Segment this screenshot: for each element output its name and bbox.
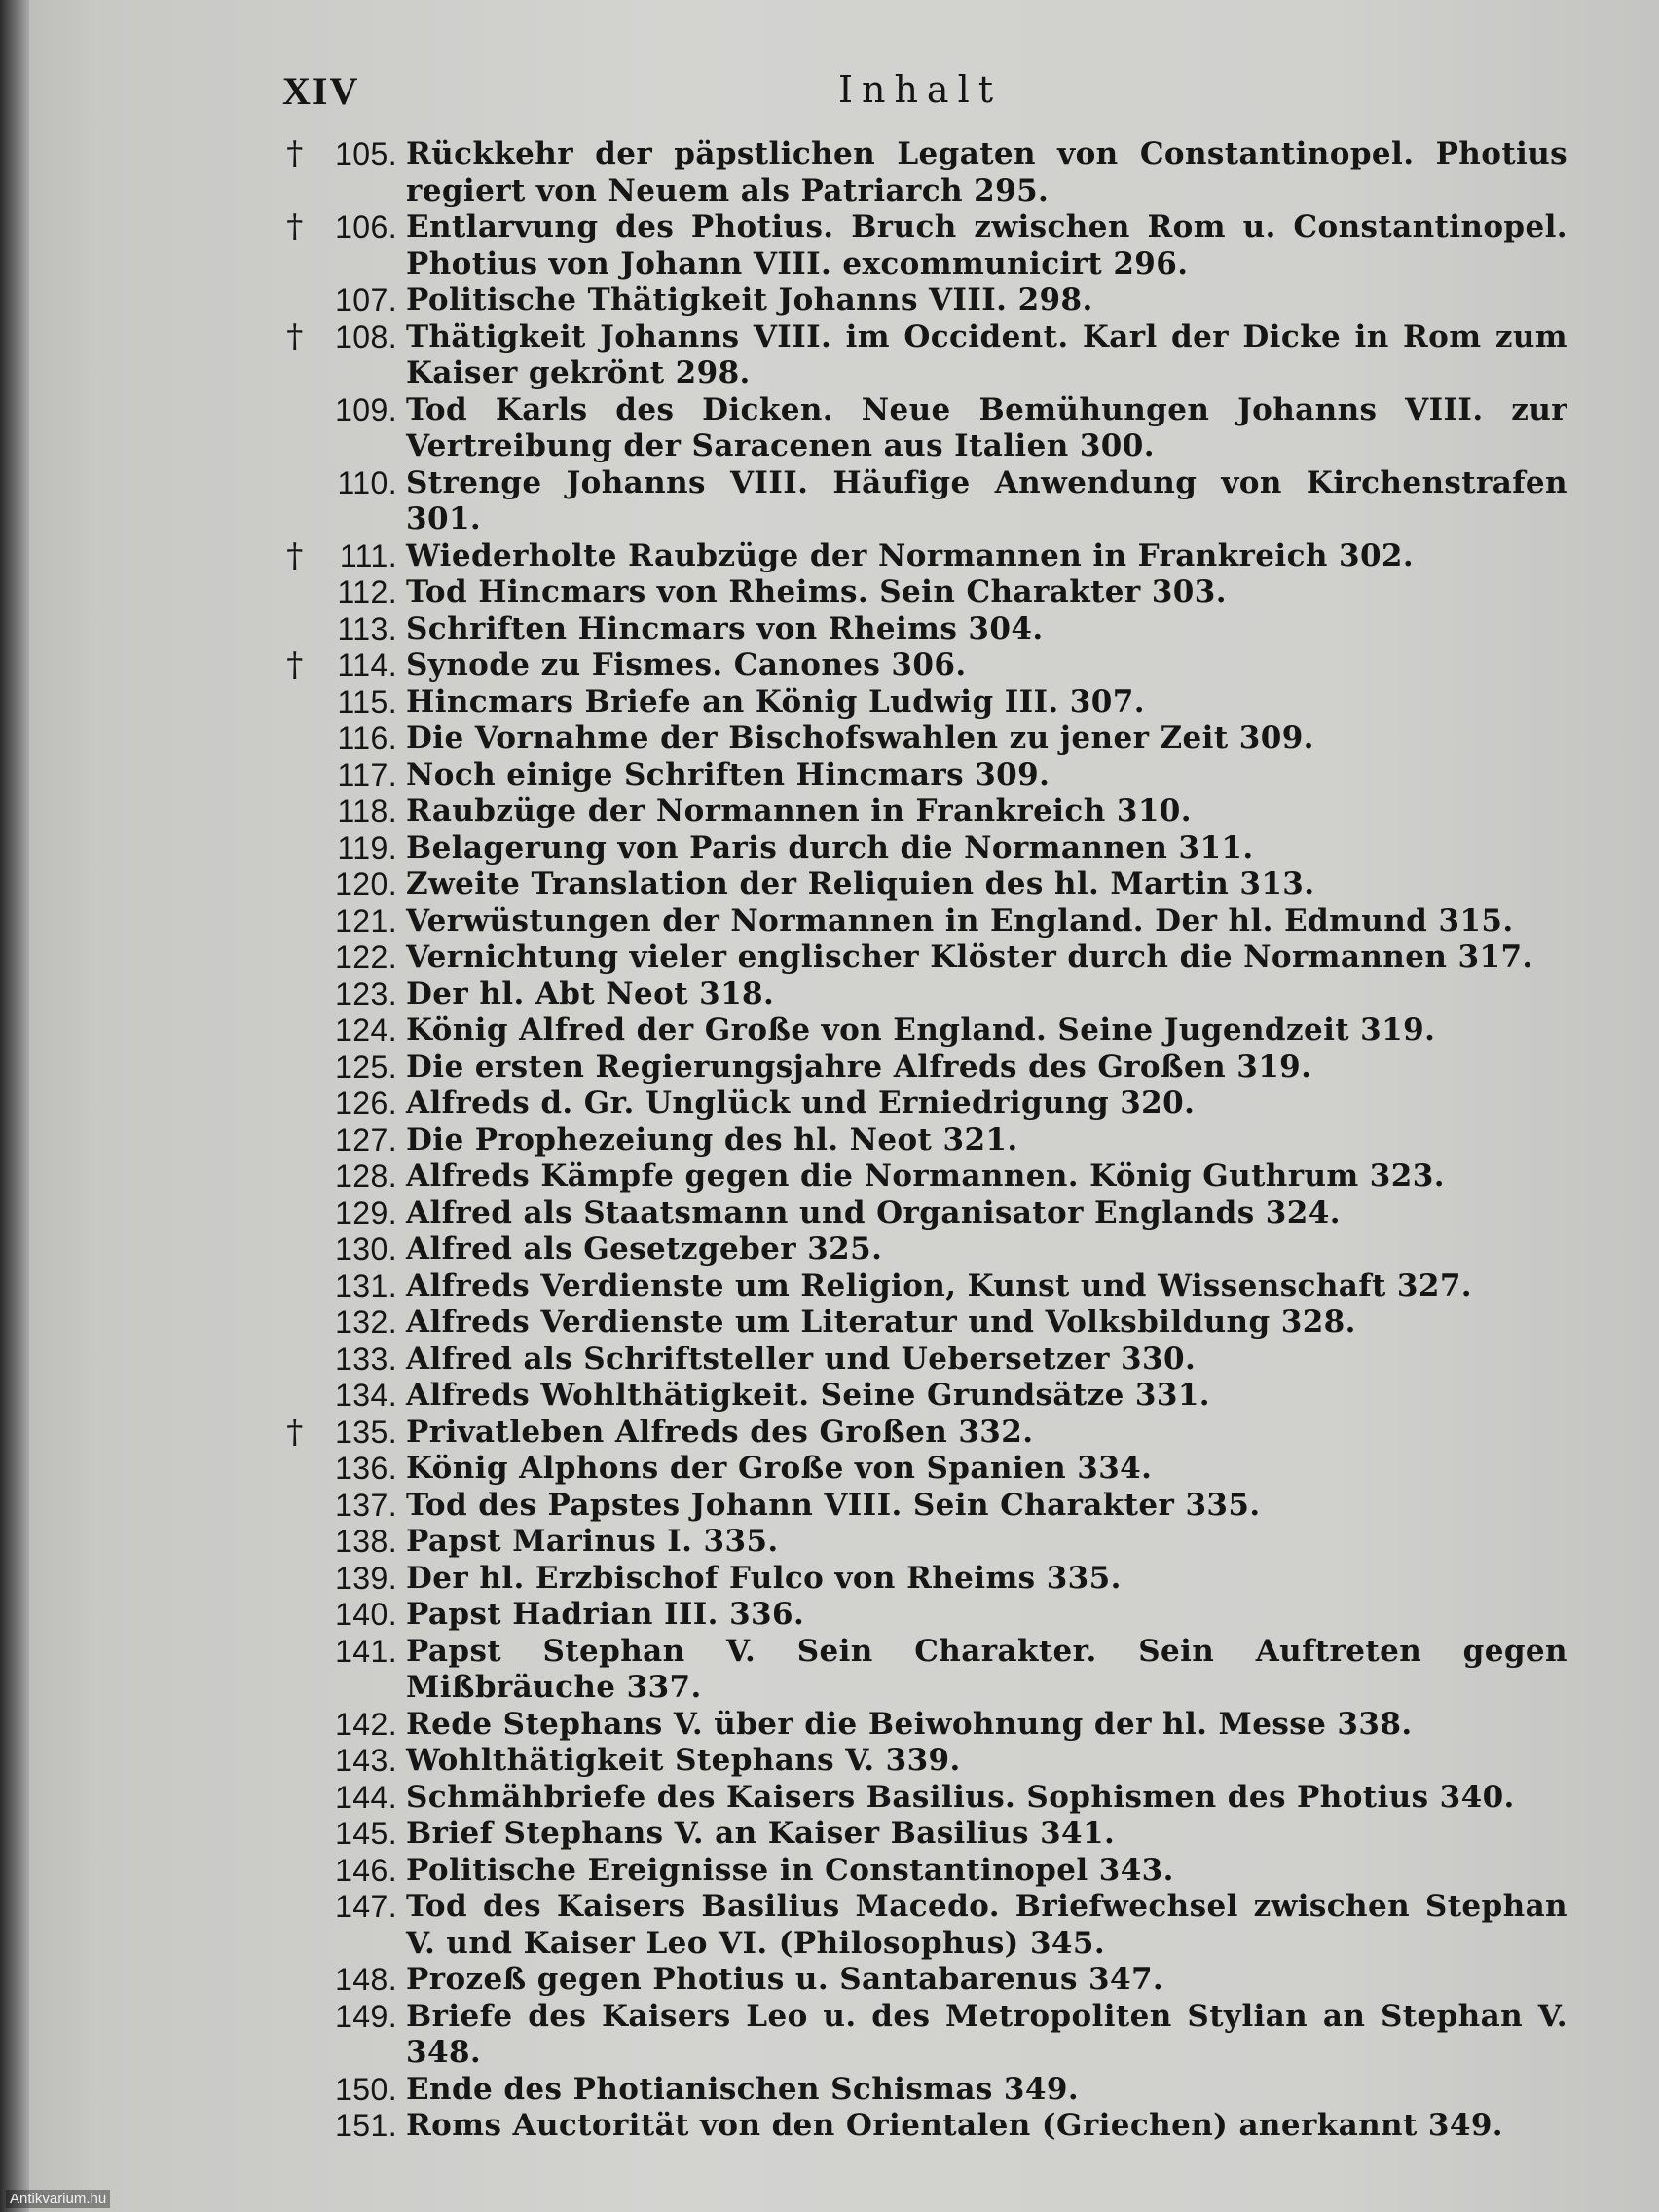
toc-entry-number: 122. — [335, 940, 397, 975]
toc-entry-text: Die Vornahme der Bischofswahlen zu jener Zeit 309. — [406, 720, 1314, 756]
toc-entry-text: König Alphons der Große von Spanien 334. — [406, 1451, 1153, 1486]
dagger-mark: † — [286, 134, 304, 173]
toc-entry — [273, 465, 1567, 538]
toc-entry-text: Papst Marinus I. 335. — [406, 1524, 779, 1559]
toc-entry-text: Tod des Papstes Johann VIII. Sein Charakter 335. — [406, 1487, 1261, 1523]
toc-entry-text: Alfreds Kämpfe gegen die Normannen. König Guthrum 323. — [406, 1159, 1445, 1194]
toc-entry-text: Politische Ereignisse in Constantinopel 343. — [406, 1852, 1174, 1888]
toc-entry — [273, 1050, 1567, 1087]
toc-entry-text: Strenge Johanns VIII. Häufige Anwendung von Kirchenstrafen 301. — [406, 464, 1567, 536]
toc-entry-text: Roms Auctorität von den Orientalen (Griechen) anerkannt 349. — [406, 2108, 1503, 2143]
toc-entry — [273, 1305, 1567, 1342]
toc-entry — [273, 684, 1567, 721]
toc-entry-number: 149. — [335, 1998, 397, 2034]
toc-entry-text: Alfred als Gesetzgeber 325. — [406, 1232, 883, 1267]
toc-entry-number: 118. — [337, 793, 397, 829]
running-title: Inhalt — [837, 68, 1003, 111]
toc-entry-number: 119. — [337, 830, 397, 866]
toc-entry-number: 107. — [335, 282, 397, 317]
toc-entry-number: 109. — [335, 391, 397, 427]
toc-entry-number: 125. — [335, 1049, 397, 1085]
dagger-mark: † — [286, 535, 304, 575]
toc-entry-number: 114. — [337, 647, 397, 682]
toc-entry-number: 150. — [335, 2071, 397, 2107]
toc-entry-text: Alfreds Verdienste um Literatur und Volksbildung 328. — [406, 1305, 1356, 1340]
toc-entry-text: Der hl. Abt Neot 318. — [406, 976, 775, 1012]
toc-entry — [273, 866, 1567, 903]
toc-entry-number: 129. — [335, 1195, 397, 1231]
toc-entry-number: 131. — [335, 1268, 397, 1304]
toc-entry — [273, 1488, 1567, 1525]
toc-entry-number: 143. — [335, 1743, 397, 1778]
toc-entry — [273, 2108, 1567, 2145]
toc-entry — [273, 209, 1567, 282]
toc-entry — [273, 282, 1567, 319]
toc-entry-number: 108. — [335, 318, 397, 354]
toc-entry-number: 106. — [335, 209, 397, 244]
toc-entry-text: Entlarvung des Photius. Bruch zwischen Rom u. Constantinopel. Photius von Johann VIII. excommunicirt 296. — [406, 209, 1567, 281]
toc-entry — [273, 1707, 1567, 1744]
toc-entry — [273, 574, 1567, 611]
toc-entry — [273, 1962, 1567, 1999]
toc-entry-number: 142. — [335, 1706, 397, 1742]
toc-entry-number: 105. — [335, 136, 397, 171]
toc-entry — [273, 830, 1567, 867]
toc-entry-number: 134. — [335, 1378, 397, 1413]
toc-entry — [273, 1378, 1567, 1415]
toc-entry-number: 146. — [335, 1852, 397, 1888]
toc-entry-number: 110. — [337, 464, 397, 500]
toc-entry-number: 121. — [335, 903, 397, 939]
toc-entry — [273, 1999, 1567, 2072]
toc-entry-number: 116. — [337, 720, 397, 756]
toc-entry-text: Wiederholte Raubzüge der Normannen in Frankreich 302. — [406, 537, 1415, 573]
toc-entry-text: Prozeß gegen Photius u. Santabarenus 347. — [406, 1962, 1164, 1997]
toc-entry-text: Alfred als Staatsmann und Organisator Englands 324. — [406, 1195, 1341, 1231]
toc-entry-number: 144. — [335, 1779, 397, 1815]
toc-entry-number: 120. — [335, 866, 397, 902]
toc-entry — [273, 1743, 1567, 1780]
toc-entry — [273, 1524, 1567, 1561]
toc-entry-text: Die Prophezeiung des hl. Neot 321. — [406, 1122, 1018, 1158]
dagger-mark: † — [286, 645, 304, 684]
toc-entry-number: 151. — [335, 2108, 397, 2143]
toc-entry — [273, 1412, 1567, 1452]
toc-entry-text: Hincmars Briefe an König Ludwig III. 307. — [406, 683, 1145, 719]
toc-entry-number: 148. — [335, 1962, 397, 1997]
toc-entry — [273, 1597, 1567, 1634]
toc-entry-number: 112. — [337, 574, 397, 609]
toc-entry-text: Thätigkeit Johanns VIII. im Occident. Karl der Dicke in Rom zum Kaiser gekrönt 298. — [406, 318, 1567, 390]
toc-entry — [273, 903, 1567, 940]
toc-entry — [273, 1561, 1567, 1598]
toc-entry — [273, 535, 1567, 575]
toc-entry-text: Alfreds Verdienste um Religion, Kunst und Wissenschaft 327. — [406, 1268, 1472, 1304]
toc-entry-text: Der hl. Erzbischof Fulco von Rheims 335. — [406, 1560, 1122, 1596]
toc-entry-text: Tod des Kaisers Basilius Macedo. Briefwechsel zwischen Stephan V. und Kaiser Leo VI. (Philosophus) 345. — [406, 1889, 1567, 1961]
toc-entry — [273, 1159, 1567, 1196]
toc-entry — [273, 977, 1567, 1014]
toc-entry-text: Tod Hincmars von Rheims. Sein Charakter 303. — [406, 574, 1227, 609]
toc-entry-number: 124. — [335, 1013, 397, 1048]
toc-entry-text: Tod Karls des Dicken. Neue Bemühungen Johanns VIII. zur Vertreibung der Saracenen aus Italien 300. — [406, 391, 1567, 463]
toc-entry-text: Verwüstungen der Normannen in England. Der hl. Edmund 315. — [406, 903, 1514, 939]
dagger-mark: † — [286, 1412, 304, 1452]
toc-entry-number: 145. — [335, 1816, 397, 1851]
toc-entry-text: Ende des Photianischen Schismas 349. — [406, 2071, 1080, 2107]
toc-entry-text: Papst Stephan V. Sein Charakter. Sein Auftreten gegen Mißbräuche 337. — [406, 1633, 1567, 1705]
toc-entry-number: 135. — [335, 1414, 397, 1450]
toc-entry-text: Rückkehr der päpstlichen Legaten von Constantinopel. Photius regiert von Neuem als Patriarch 295. — [406, 136, 1567, 208]
toc-entry-number: 127. — [335, 1122, 397, 1158]
toc-entry — [273, 1013, 1567, 1050]
toc-entry-text: Privatleben Alfreds des Großen 332. — [406, 1414, 1034, 1450]
toc-entry-number: 128. — [335, 1159, 397, 1194]
toc-entry-text: Politische Thätigkeit Johanns VIII. 298. — [406, 282, 1093, 317]
toc-entry-number: 113. — [337, 610, 397, 646]
toc-entry-text: Synode zu Fismes. Canones 306. — [406, 647, 967, 682]
toc-entry-number: 111. — [339, 537, 397, 573]
toc-entry — [273, 1634, 1567, 1707]
toc-entry — [273, 2072, 1567, 2109]
toc-entry-text: Rede Stephans V. über die Beiwohnung der hl. Messe 338. — [406, 1706, 1413, 1742]
toc-entry-number: 133. — [335, 1341, 397, 1377]
page-gutter-shadow — [0, 0, 29, 2212]
toc-entry — [273, 1451, 1567, 1488]
toc-entry — [273, 1269, 1567, 1306]
toc-entry-number: 141. — [335, 1633, 397, 1669]
toc-entry-text: Noch einige Schriften Hincmars 309. — [406, 756, 1051, 793]
toc-entry-text: Zweite Translation der Reliquien des hl. Martin 313. — [406, 866, 1315, 902]
toc-entry — [273, 611, 1567, 648]
toc-entry-text: Wohlthätigkeit Stephans V. 339. — [406, 1743, 961, 1778]
watermark: Antikvarium.hu — [6, 2190, 110, 2208]
toc-entry-text: König Alfred der Große von England. Seine Jugendzeit 319. — [406, 1013, 1436, 1048]
toc-entry-number: 123. — [335, 976, 397, 1012]
toc-entry — [273, 1780, 1567, 1817]
table-of-contents — [273, 136, 1567, 2145]
page-header — [282, 68, 1558, 127]
toc-entry-text: Belagerung von Paris durch die Normannen 311. — [406, 830, 1254, 866]
toc-entry — [273, 1889, 1567, 1962]
toc-entry-text: Alfreds Wohlthätigkeit. Seine Grundsätze 331. — [406, 1378, 1210, 1413]
toc-entry-number: 140. — [335, 1597, 397, 1632]
toc-entry-number: 139. — [335, 1560, 397, 1596]
toc-entry-text: Alfred als Schriftsteller und Uebersetzer 330. — [406, 1341, 1197, 1377]
toc-entry-number: 126. — [335, 1086, 397, 1121]
toc-entry-number: 115. — [337, 683, 397, 719]
toc-entry-text: Schriften Hincmars von Rheims 304. — [406, 610, 1044, 646]
toc-entry-number: 132. — [335, 1305, 397, 1340]
dagger-mark: † — [286, 207, 304, 246]
toc-entry-text: Alfreds d. Gr. Unglück und Erniedrigung 320. — [406, 1086, 1196, 1121]
toc-entry — [273, 1342, 1567, 1379]
toc-entry — [273, 1816, 1567, 1853]
toc-entry-number: 117. — [337, 756, 397, 793]
toc-entry-text: Vernichtung vieler englischer Klöster durch die Normannen 317. — [406, 940, 1533, 975]
toc-entry — [273, 1196, 1567, 1233]
toc-entry — [273, 1086, 1567, 1123]
page-number: XIV — [282, 69, 360, 113]
dagger-mark: † — [286, 316, 304, 356]
toc-entry-text: Schmähbriefe des Kaisers Basilius. Sophismen des Photius 340. — [406, 1779, 1515, 1815]
toc-entry-text: Raubzüge der Normannen in Frankreich 310. — [406, 793, 1192, 829]
toc-entry — [273, 1232, 1567, 1269]
toc-entry — [273, 392, 1567, 465]
toc-entry — [273, 1123, 1567, 1160]
toc-entry-number: 130. — [335, 1232, 397, 1267]
toc-entry-number: 137. — [335, 1487, 397, 1523]
toc-entry — [273, 940, 1567, 977]
toc-entry — [273, 316, 1567, 392]
toc-entry-text: Die ersten Regierungsjahre Alfreds des Großen 319. — [406, 1049, 1312, 1085]
toc-entry-text: Papst Hadrian III. 336. — [406, 1597, 805, 1632]
toc-entry — [273, 136, 1567, 209]
toc-entry-text: Briefe des Kaisers Leo u. des Metropoliten Stylian an Stephan V. 348. — [406, 1998, 1567, 2070]
toc-entry — [273, 757, 1567, 794]
toc-entry — [273, 647, 1567, 684]
toc-entry — [273, 793, 1567, 830]
toc-entry — [273, 720, 1567, 757]
toc-entry-number: 138. — [335, 1524, 397, 1559]
toc-entry-number: 136. — [335, 1451, 397, 1486]
toc-entry-number: 147. — [335, 1889, 397, 1924]
toc-entry-text: Brief Stephans V. an Kaiser Basilius 341. — [406, 1816, 1116, 1851]
toc-entry — [273, 1853, 1567, 1890]
